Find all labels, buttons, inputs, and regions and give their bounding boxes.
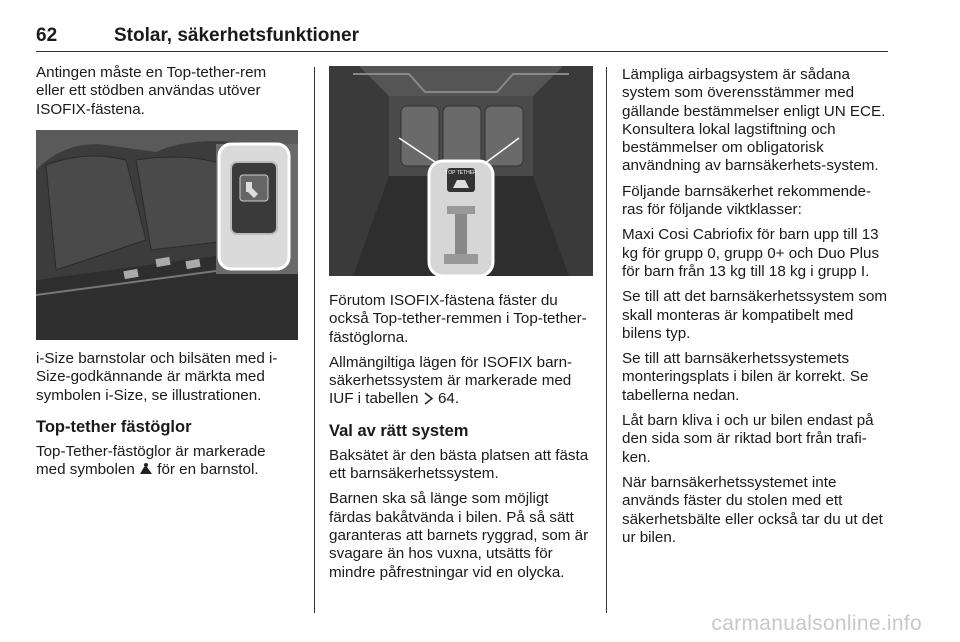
col2-paragraph-3: Baksätet är den bästa platsen att fästa ett barnsäkerhetssystem. (329, 446, 589, 483)
column-1 (36, 64, 298, 126)
page-reference-icon (423, 392, 434, 405)
col2-paragraph-2: Allmängiltiga lägen för ISOFIX barn-säkerhetssystem är markerade med IUF i tabellen 64. (329, 353, 573, 408)
top-tether-icon (139, 462, 153, 476)
col2-paragraph-4: Barnen ska så länge som möjligt färdas bakåtvända i bilen. På så sätt garanteras att barnets ryggrad, som är svagare än hos vuxna, utsätts för mindre påfrestningar vid en olycka. (329, 490, 589, 581)
top-tether-heading: Top-tether fästöglor (36, 417, 192, 436)
col2-paragraph-1: Förutom ISOFIX-fästena fäster du också Top-tether-remmen i Top-tether-fästöglorna. (329, 292, 587, 346)
column-1-lower (36, 350, 298, 486)
col3-paragraph-4: Se till att det barnsäkerhetssystem som skall monteras är kompatibelt med bilens typ. (622, 288, 888, 342)
page-number: 62 (36, 25, 58, 46)
choose-system-heading: Val av rätt system (329, 421, 469, 440)
page-header (36, 25, 888, 52)
column-2 (329, 292, 593, 589)
column-3 (622, 66, 890, 554)
intro-paragraph: Antingen måste en Top-tether-rem eller ett stödben användas utöver ISOFIX-fästena. (36, 64, 267, 118)
col3-paragraph-6: Låt barn kliva i och ur bilen endast på den sida som är riktad bort från trafi-ken. (622, 412, 874, 466)
col3-paragraph-5: Se till att barnsäkerhetssystemets monteringsplats i bilen är korrekt. Se tabellerna nedan. (622, 350, 869, 404)
column-divider-2 (606, 67, 607, 613)
col3-paragraph-7: När barnsäkerhetssystemet inte används fäster du stolen med ett säkerhetsbälte eller också tar du ut det ur bilen. (622, 473, 883, 546)
watermark: carmanualsonline.info (711, 612, 922, 635)
trunk-tether-illustration (329, 66, 593, 276)
isize-paragraph: i-Size barnstolar och bilsäten med i-Size-godkännande är märkta med symbolen i-Size, se illustrationen. (36, 350, 278, 404)
isize-seat-illustration (36, 130, 298, 340)
col3-paragraph-3: Maxi Cosi Cabriofix för barn upp till 13 kg för grupp 0, grupp 0+ och Duo Plus för barn från 13 kg till 18 kg i grupp I. (622, 226, 880, 280)
column-divider-1 (314, 67, 315, 613)
top-tether-label: TOP TETHER (445, 170, 477, 176)
page-title: Stolar, säkerhetsfunktioner (114, 25, 359, 46)
col3-paragraph-1: Lämpliga airbagsystem är sådana system som överensstämmer med gällande bestämmelser enligt UN ECE. Konsultera lokal lagstiftning och bestämmelser om obligatorisk användning av barnsäkerhets-system. (622, 66, 886, 175)
top-tether-paragraph: Top-Tether-fästöglor är markerade med symbolen för en barnstol. (36, 442, 266, 479)
col3-paragraph-2: Följande barnsäkerhet rekommende-ras för följande viktklasser: (622, 182, 872, 219)
